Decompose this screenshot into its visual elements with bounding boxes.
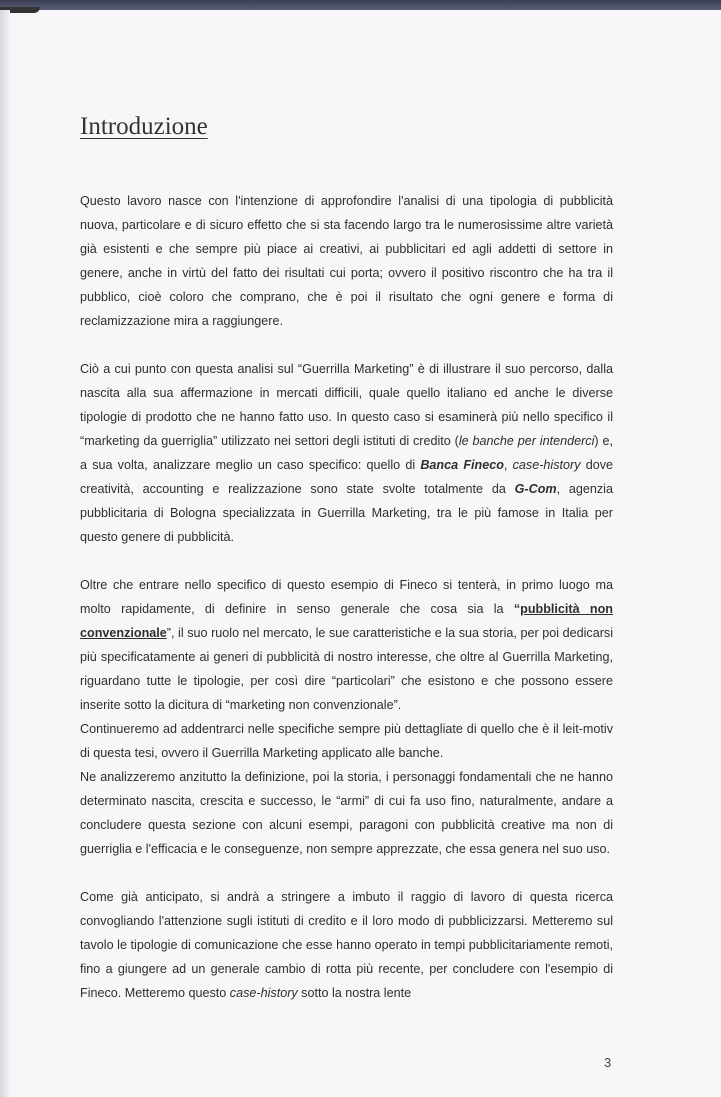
paragraph-6 <box>80 885 613 1005</box>
paragraph-2 <box>80 357 613 549</box>
scanner-edge-band <box>0 0 721 10</box>
text-run: ) e, a sua volta, analizzare meglio un caso specifico: quello di <box>80 434 613 472</box>
document-body <box>80 189 613 1005</box>
page-number: 3 <box>604 1055 612 1070</box>
text-run: ”, il suo ruolo nel mercato, le sue caratteristiche e la sua storia, per poi dedicarsi più specificatamente ai generi di pubblicità di nostro interesse, che oltre al Guerrilla Marketing, riguardano tutte le tipologie, per così dire “particolari” che esistono e che possono essere inserite sotto la dicitura di “marketing non convenzionale”. <box>80 626 613 712</box>
paragraph-5: Ne analizzeremo anzitutto la definizione, poi la storia, i personaggi fondamentali che ne hanno determinato nascita, crescita e successo, le “armi” di cui fa uso fino, naturalmente, andare a concludere questa sezione con alcuni esempi, paragoni con pubblicità creative ma non di guerriglia e l'efficacia e le conseguenze, non sempre apprezzate, che essa genera nel suo uso. <box>80 770 613 856</box>
text-run: Oltre che entrare nello specifico di questo esempio di Fineco si tenterà, in primo luogo ma molto rapidamente, di definire in senso generale che cosa sia la <box>80 578 613 616</box>
text-run: , agenzia pubblicitaria di Bologna specializzata in Guerrilla Marketing, tra le più famose in Italia per questo genere di pubblicità. <box>80 482 613 544</box>
italic-text: le banche per intenderci <box>458 434 595 448</box>
text-run: Ciò a cui punto con questa analisi sul “Guerrilla Marketing” è di illustrare il suo percorso, dalla nascita alla sua affermazione in mercati difficili, quale quello italiano ed anche le diverse tipologie di prodotto che ne hanno fatto uso. In questo caso si esaminerà più nello specifico il “marketing da guerriglia” utilizzato nei settori degli istituti di credito ( <box>80 362 613 448</box>
page-title: Introduzione <box>80 113 208 140</box>
text-run: dove creatività, accounting e realizzazione sono state svolte totalmente da <box>80 458 613 496</box>
bold-italic-text: Banca Fineco <box>420 458 504 472</box>
quote-mark: “ <box>513 602 521 616</box>
text-run: , <box>503 458 513 472</box>
paragraph-1: Questo lavoro nasce con l'intenzione di approfondire l'analisi di una tipologia di pubblicità nuova, particolare e di sicuro effetto che si sta facendo largo tra le numerosissime altre varietà già esistenti e che sempre più piace ai creativi, ai pubblicitari ed agli addetti di settore in genere, anche in virtù del fatto dei risultati cui porta; ovvero il positivo riscontro che ha tra il pubblico, cioè coloro che comprano, che è poi il risultato che ogni genere e forma di reclamizzazione mira a raggiungere. <box>80 194 613 328</box>
italic-text: case-history <box>512 458 581 472</box>
italic-text: case-history <box>229 986 298 1000</box>
bold-italic-text: G-Com <box>514 482 557 496</box>
paragraph-3 <box>80 573 613 717</box>
text-run: Come già anticipato, si andrà a stringere a imbuto il raggio di lavoro di questa ricerca convogliando l'attenzione sugli istituti di credito e il loro modo di pubblicizzarsi. Metteremo sul tavolo le tipologie di comunicazione che esse hanno operato in tempi pubblicitariamente remoti, fino a giungere ad un generale cambio di rotta più recente, per concludere con l'esempio di Fineco. Metteremo questo <box>80 890 613 1000</box>
bold-underlined-text: pubblicità non convenzionale <box>80 602 613 640</box>
paragraph-4: Continueremo ad addentrarci nelle specifiche sempre più dettagliate di quello che è il leit-motiv di questa tesi, ovvero il Guerrilla Marketing applicato alle banche. <box>80 722 613 760</box>
text-run: sotto la nostra lente <box>297 986 412 1000</box>
binding-shadow <box>0 10 10 1097</box>
